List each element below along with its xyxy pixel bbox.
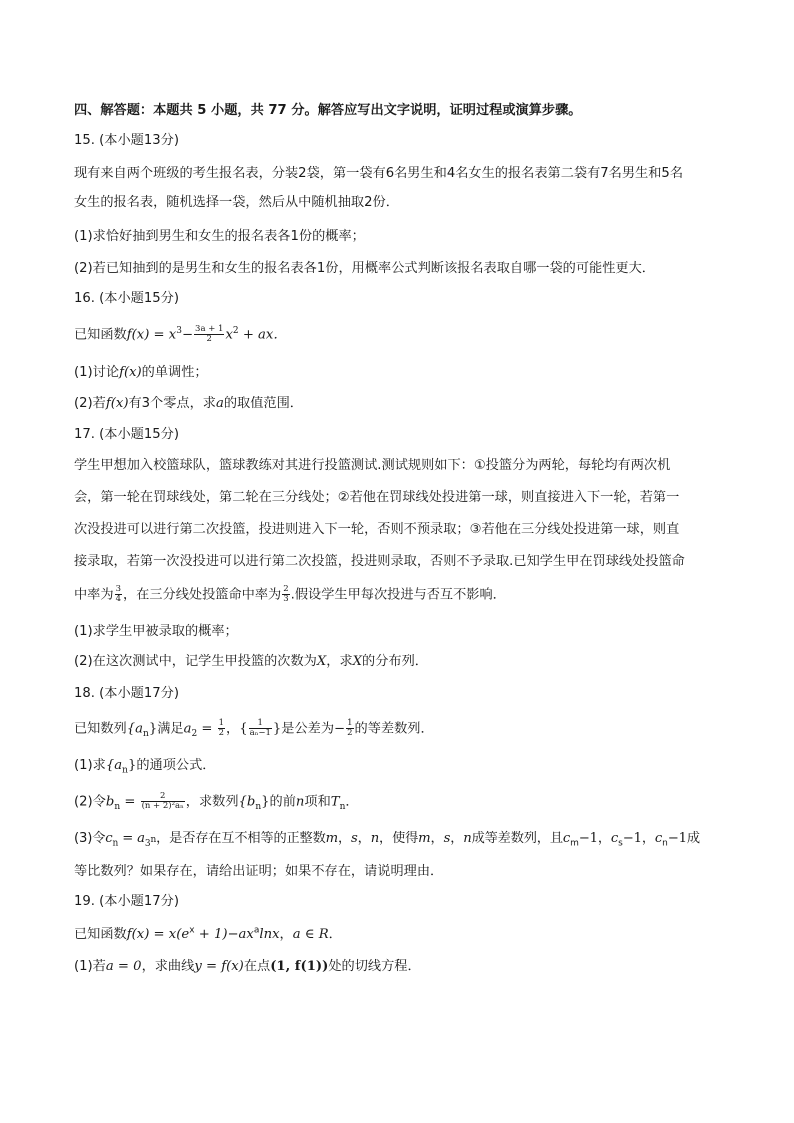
q17-title: 17. (本小题15分): [74, 427, 179, 442]
q18-title: 18. (本小题17分): [74, 686, 179, 701]
q17-line4: 接录取，若第一次没投进可以进行第二次投篮，投进则录取，否则不予录取.已知学生甲在罚球线处投篮命: [74, 554, 685, 569]
q17-p2-var2: X: [352, 654, 363, 669]
q18-p3-mid2: ，使得: [379, 831, 419, 846]
q16-fraction: [194, 325, 224, 344]
q18-p3-cm: c: [562, 831, 571, 846]
q17-f2-den: 3: [283, 594, 289, 604]
q18-p3-suffix: 成: [686, 831, 700, 846]
q18-s-f1-den: 2: [218, 728, 225, 738]
q19-p1-point: (1, f(1)): [270, 959, 329, 974]
q18-s-a2-sub: 2: [191, 729, 198, 740]
q15-part1: (1)求恰好抽到男生和女生的报名表各1份的概率；: [74, 229, 365, 244]
q17-line2: 会，第一轮在罚球线处，第二轮在三分线处；②若他在罚球线处投进第一球，则直接进入下一轮，若第一: [74, 490, 680, 505]
q18-p3-cs-sub: s: [618, 838, 623, 849]
q18-part3-line2: 等比数列？如果存在，请给出证明；如果不存在，请说明理由．: [74, 864, 444, 879]
q17-p2-prefix: (2)在这次测试中，记学生甲投篮的次数为: [74, 654, 317, 669]
q18-p3-sub3-num: 3: [144, 838, 151, 849]
q18-s-f3-num: 1: [347, 718, 353, 728]
q16-title: 16. (本小题15分): [74, 291, 179, 306]
q18-p2-bn: b: [105, 794, 115, 810]
q18-s-seq-close: }: [148, 721, 158, 737]
q19-part1: [74, 957, 734, 977]
q18-p3-cm-sub: m: [570, 838, 579, 849]
q18-s-mid1: 满足: [157, 721, 184, 737]
q18-s-frac1: [218, 719, 225, 738]
q19-s-func: f(x) = x(e: [126, 927, 190, 942]
q17-line5: [74, 585, 734, 606]
q16-part1: [74, 363, 734, 383]
q18-s-f1-num: 1: [218, 718, 225, 728]
q17-line3: 次没投进可以进行第二次投篮，投进则进入下一轮，否则不预录取；③若他在三分线处投进第一球，则直: [74, 522, 680, 537]
q19-s-domain: a ∈ R: [292, 927, 329, 942]
q18-p2-T: T: [330, 794, 340, 810]
q19-s-prefix: 已知函数: [74, 927, 127, 942]
q18-p3-s: s: [351, 831, 358, 846]
q17-frac-3-4: [115, 585, 122, 604]
q18-s-a2: a: [183, 721, 192, 737]
q15-stem-line2: 女生的报名表，随机选择一袋，然后从中随机抽取2份．: [74, 195, 399, 210]
q18-s-eq: =: [197, 721, 217, 737]
q17-p2-mid: ，求: [326, 654, 353, 669]
q16-p2-var: a: [216, 396, 224, 411]
q19-p1-suffix: 处的切线方程．: [328, 959, 421, 974]
q18-part1: [74, 756, 734, 776]
q18-p3-cn2: c: [654, 831, 663, 846]
q18-p3-comma5: ，: [597, 831, 611, 846]
q18-s-frac3: [346, 719, 353, 738]
q18-p2-bn-sub: n: [114, 802, 121, 813]
q17-l5-suffix: .假设学生甲每次投进与否互不影响．: [290, 587, 506, 603]
q18-p3-cm-minus: −1: [578, 831, 598, 846]
q18-s-f2-den: aₙ−1: [249, 728, 271, 738]
q18-s-brace-close: }: [272, 721, 282, 737]
q18-p3-n2: n: [463, 831, 472, 846]
q18-p2-f-num: 2: [141, 792, 185, 802]
q18-p3-m2: m: [418, 831, 431, 846]
q19-s-suffix: ．: [328, 927, 342, 942]
q18-p1-seq-sub: n: [122, 765, 128, 776]
q18-p2-frac: [141, 792, 185, 811]
q18-p2-eq: =: [120, 794, 140, 810]
q16-x2: x: [225, 327, 233, 343]
q16-part2: [74, 394, 734, 414]
q18-part3: [74, 829, 734, 849]
q16-p1-suffix: 的单调性；: [141, 365, 208, 380]
q18-p3-cn-sub: n: [112, 838, 119, 849]
q18-p3-comma3: ，: [430, 831, 444, 846]
q19-s-supa: a: [253, 925, 260, 936]
q18-s-neg: −: [334, 721, 346, 737]
q18-p3-s2: s: [443, 831, 451, 846]
q18-p2-f-den: (n + 2)²aₙ: [141, 801, 184, 811]
q16-func: f(x) = x: [126, 327, 177, 343]
q16-p2-mid: 有3个零点，求: [128, 396, 216, 411]
q17-f2-num: 2: [283, 584, 289, 594]
q17-p2-var1: X: [316, 654, 327, 669]
q18-p2-mid2: 的前: [269, 794, 296, 810]
q17-l5-mid: ，在三分线处投篮命中率为: [122, 587, 282, 603]
q18-s-frac2: [249, 719, 272, 738]
q18-p2-T-sub: n: [339, 802, 346, 813]
q18-s-f2-num: 1: [249, 719, 272, 729]
q18-p2-set: {b: [238, 794, 256, 810]
q19-s-ln: lnx: [259, 927, 280, 942]
q18-s-suffix: 的等差数列．: [354, 721, 434, 737]
q19-stem: [74, 925, 734, 945]
q18-p1-suffix: 的通项公式．: [136, 758, 216, 773]
q18-p3-comma1: ，: [337, 831, 352, 846]
q18-p3-cs-minus: −1: [622, 831, 642, 846]
q18-p2-mid1: ，求数列: [185, 794, 239, 810]
q18-p3-n: n: [370, 831, 380, 846]
q18-s-seq: {a: [126, 721, 144, 737]
q17-f1-num: 3: [115, 584, 121, 594]
q19-p1-prefix: (1)若: [74, 959, 106, 974]
q18-p3-comma2: ，: [357, 831, 371, 846]
q19-title: 19. (本小题17分): [74, 894, 179, 909]
q19-p1-curve: y = f(x): [194, 959, 244, 974]
q18-p3-m: m: [325, 831, 338, 846]
q19-p1-cond: a = 0: [105, 959, 142, 974]
q19-p1-mid1: ，求曲线: [141, 959, 195, 974]
q18-stem: [74, 719, 734, 740]
q18-part2: [74, 792, 734, 813]
q18-p1-prefix: (1)求: [74, 758, 106, 773]
q18-p2-suffix: ．: [345, 794, 359, 810]
q18-p3-cn2-sub: n: [662, 838, 668, 849]
q18-p3-comma6: ，: [641, 831, 655, 846]
q17-part2: [74, 652, 734, 672]
q19-p1-mid2: 在点: [243, 959, 271, 974]
q18-s-brace-open: {: [239, 721, 248, 737]
q19-s-supx: x: [189, 925, 195, 936]
q16-p2-suffix: 的取值范围．: [223, 396, 303, 411]
q18-s-comma: ，: [226, 721, 240, 737]
q18-p3-cn: c: [105, 831, 113, 846]
q18-p3-cs: c: [610, 831, 619, 846]
q18-p2-mid3: 项和: [304, 794, 331, 810]
q17-f1-den: 4: [115, 594, 121, 604]
q18-p1-seq-close: }: [127, 758, 137, 773]
q16-p1-prefix: (1)讨论: [74, 365, 120, 380]
q17-part1: (1)求学生甲被录取的概率；: [74, 624, 238, 639]
q17-frac-2-3: [282, 585, 289, 604]
q16-tail: + ax．: [238, 327, 287, 343]
q18-p2-set-sub: n: [255, 802, 262, 813]
q18-p3-prefix: (3)令: [74, 831, 106, 846]
q16-p1-func: f(x): [119, 365, 142, 380]
q19-s-comma: ，: [279, 927, 293, 942]
q15-title: 15. (本小题13分): [74, 133, 179, 148]
q18-p3-eq: = a: [118, 831, 145, 846]
q17-l5-prefix: 中率为: [74, 587, 114, 603]
q18-p3-sub3: [144, 834, 157, 849]
q18-p3-mid3: 成等差数列，且: [471, 831, 563, 846]
q18-p3-sub3-supn: n: [150, 834, 157, 845]
q16-stem-text: 已知函数: [74, 327, 127, 343]
q17-line1: 学生甲想加入校篮球队，篮球教练对其进行投篮测试.测试规则如下：①投篮分为两轮，每轮均有两次机: [74, 458, 671, 473]
q18-p2-n: n: [295, 794, 305, 810]
q18-p3-cn-minus: −1: [667, 831, 687, 846]
section-heading: 四、解答题：本题共 5 小题，共 77 分。解答应写出文字说明，证明过程或演算步骤。: [74, 103, 582, 118]
q18-p2-prefix: (2)令: [74, 794, 106, 810]
q15-stem-line1: 现有来自两个班级的考生报名表，分装2袋，第一袋有6名男生和4名女生的报名表第二袋有7名男生和5名: [74, 166, 684, 181]
q18-p2-set-close: }: [261, 794, 270, 810]
q16-p2-func: f(x): [105, 396, 129, 411]
q18-s-mid2: 是公差为: [281, 721, 335, 737]
q16-p2-prefix: (2)若: [74, 396, 106, 411]
q16-frac-num: 3a + 1: [195, 324, 224, 334]
q16-stem: [74, 325, 734, 346]
q18-p3-comma4: ，: [450, 831, 464, 846]
q19-s-mid: + 1)−ax: [194, 927, 254, 942]
q17-p2-suffix: 的分布列．: [362, 654, 428, 669]
q16-exp2: 2: [232, 326, 239, 337]
q16-exp3: 3: [176, 326, 182, 337]
q18-p1-seq: {a: [105, 758, 123, 773]
q16-minus: −: [181, 327, 194, 343]
q18-s-f3-den: 2: [347, 728, 353, 738]
q18-s-prefix: 已知数列: [74, 721, 127, 737]
q16-frac-den: 2: [206, 334, 212, 344]
q18-s-seq-sub: n: [143, 729, 149, 740]
q18-p3-mid1: ，是否存在互不相等的正整数: [156, 831, 326, 846]
q15-part2: (2)若已知抽到的是男生和女生的报名表各1份，用概率公式判断该报名表取自哪一袋的可能性更大．: [74, 261, 655, 276]
